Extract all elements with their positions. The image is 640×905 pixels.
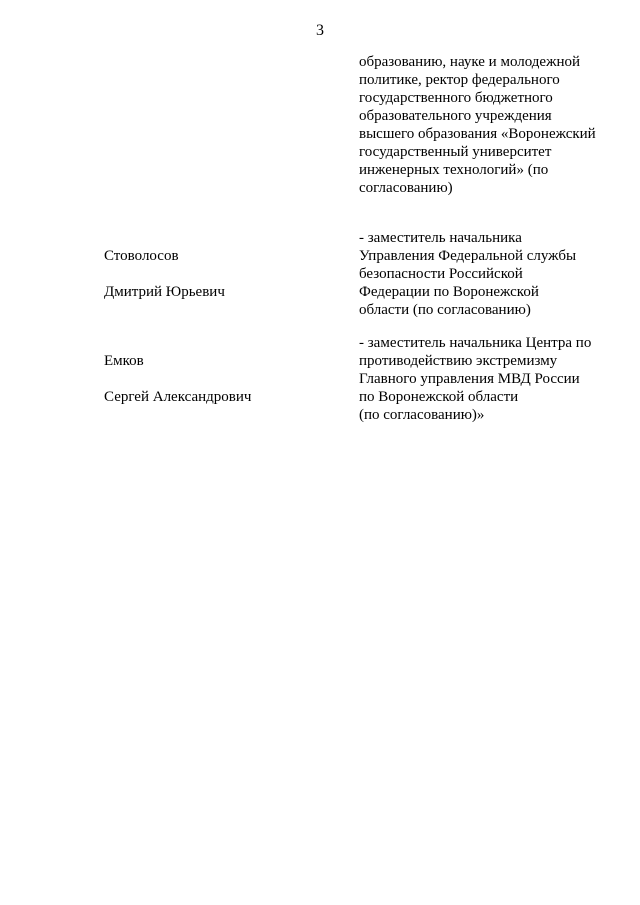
member-surname: Емков <box>104 353 144 369</box>
member-given-names: Сергей Александрович <box>104 389 252 405</box>
continuation-text: образованию, науке и молодежной политике, ректор федерального государственного бюджетного образовательного учреждения высшего образования «Воронежский государственный университет инженерных технологий» (по согласованию) <box>359 54 596 196</box>
member-position: - заместитель начальника Центра по противодействию экстремизму Главного управления МВД России по Воронежской области (по согласованию)» <box>359 335 592 423</box>
member-given-names: Дмитрий Юрьевич <box>104 284 225 300</box>
member-surname: Стоволосов <box>104 248 179 264</box>
member-position: - заместитель начальника Управления Федеральной службы безопасности Российской Федерации по Воронежской области (по согласованию) <box>359 230 577 318</box>
member-name <box>104 334 251 424</box>
page-number: 3 <box>316 22 324 39</box>
member-name <box>104 229 225 319</box>
